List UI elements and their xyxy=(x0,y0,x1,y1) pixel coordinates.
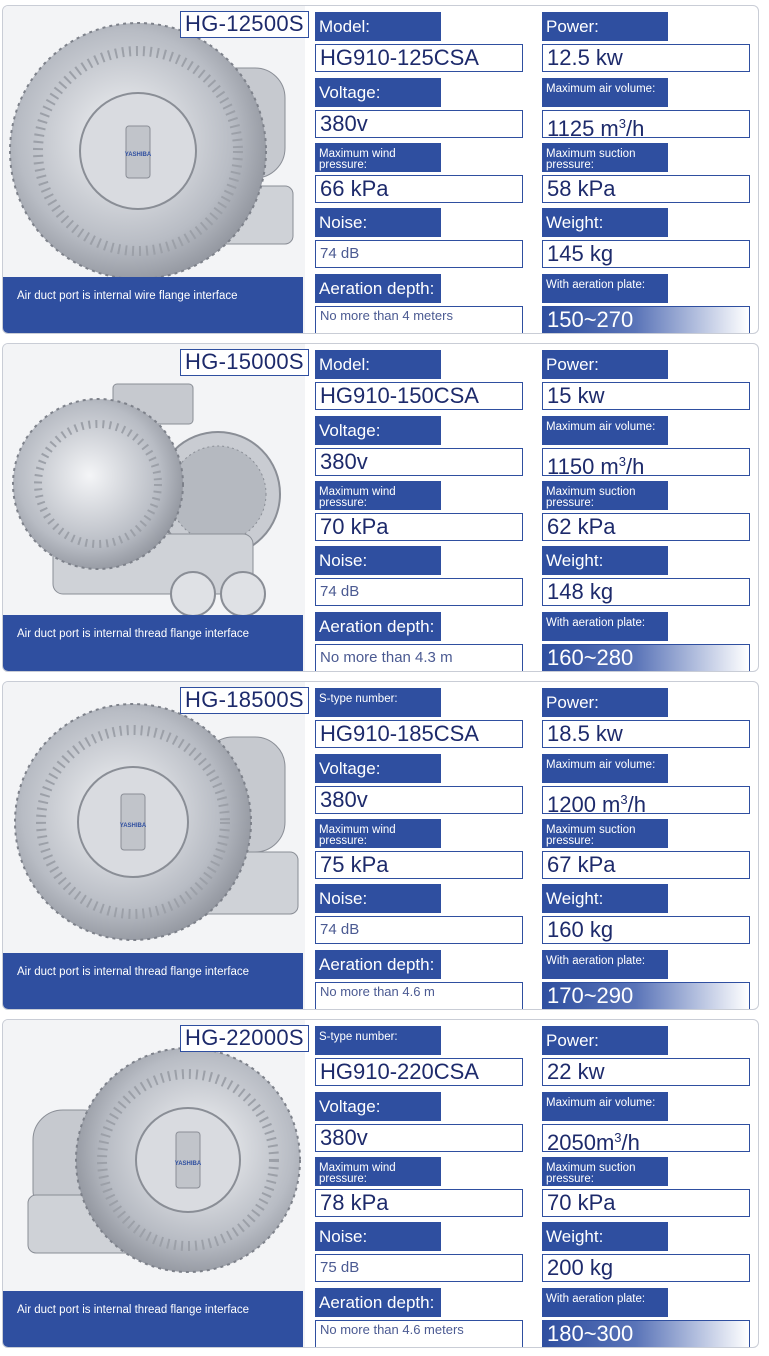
spec-suction xyxy=(542,143,750,203)
spec-suction xyxy=(542,1157,750,1217)
spec-value: 75 kPa xyxy=(315,851,523,879)
spec-power xyxy=(542,688,750,748)
spec-voltage xyxy=(315,754,523,814)
spec-label: Aeration depth: xyxy=(315,274,441,303)
spec-value: HG910-185CSA xyxy=(315,720,523,748)
spec-value: 150~270 xyxy=(542,306,750,334)
spec-value: $2050m^3/h$ xyxy=(542,1124,750,1152)
brand-badge: YASHIBA xyxy=(119,823,147,829)
blower-photo xyxy=(3,344,305,672)
spec-plate xyxy=(542,1288,750,1348)
spec-power xyxy=(542,1026,750,1086)
spec-weight xyxy=(542,884,750,944)
spec-value: 78 kPa xyxy=(315,1189,523,1217)
blower-photo xyxy=(3,1020,305,1348)
spec-value: 148 kg xyxy=(542,578,750,606)
spec-label: Noise: xyxy=(315,1222,441,1251)
spec-label: Maximum wind pressure: xyxy=(315,481,441,510)
spec-value: 62 kPa xyxy=(542,513,750,541)
spec-label: Power: xyxy=(542,688,668,717)
spec-depth xyxy=(315,950,523,1010)
product-card-hg-15000s xyxy=(2,343,759,672)
spec-label: Aeration depth: xyxy=(315,612,441,641)
spec-value: 145 kg xyxy=(542,240,750,268)
spec-label: Voltage: xyxy=(315,78,441,107)
model-tag: HG-12500S xyxy=(180,11,309,38)
spec-value: 160 kg xyxy=(542,916,750,944)
spec-value: HG910-220CSA xyxy=(315,1058,523,1086)
ring-blower-image xyxy=(3,682,305,972)
spec-model xyxy=(315,350,523,410)
spec-label: Maximum wind pressure: xyxy=(315,143,441,172)
port-note: Air duct port is internal thread flange interface xyxy=(3,1291,303,1348)
spec-label: Noise: xyxy=(315,546,441,575)
spec-value: 160~280 xyxy=(542,644,750,672)
spec-value: 74 dB xyxy=(315,240,523,268)
spec-label: Weight: xyxy=(542,546,668,575)
ring-blower-image xyxy=(3,1020,305,1310)
spec-power xyxy=(542,350,750,410)
spec-plate xyxy=(542,612,750,672)
spec-label: Voltage: xyxy=(315,416,441,445)
spec-label: S-type number: xyxy=(315,688,441,717)
spec-plate xyxy=(542,950,750,1010)
spec-noise xyxy=(315,884,523,944)
product-card-hg-22000s xyxy=(2,1019,759,1348)
spec-label: Voltage: xyxy=(315,1092,441,1121)
spec-label: Power: xyxy=(542,350,668,379)
spec-wind-pressure xyxy=(315,1157,523,1217)
spec-air-volume xyxy=(542,1092,750,1152)
spec-label: Maximum suction pressure: xyxy=(542,481,668,510)
blower-photo xyxy=(3,6,305,334)
spec-label: S-type number: xyxy=(315,1026,441,1055)
spec-label: Maximum wind pressure: xyxy=(315,1157,441,1186)
spec-wind-pressure xyxy=(315,481,523,541)
spec-value: 380v xyxy=(315,786,523,814)
model-tag: HG-22000S xyxy=(180,1025,309,1052)
spec-model xyxy=(315,688,523,748)
spec-depth xyxy=(315,612,523,672)
spec-value: No more than 4.6 meters xyxy=(315,1320,523,1348)
spec-label: Maximum air volume: xyxy=(542,754,668,783)
spec-label: Weight: xyxy=(542,884,668,913)
spec-label: Voltage: xyxy=(315,754,441,783)
spec-depth xyxy=(315,1288,523,1348)
spec-label: Noise: xyxy=(315,208,441,237)
spec-voltage xyxy=(315,78,523,138)
spec-value: No more than 4 meters xyxy=(315,306,523,334)
spec-label: Weight: xyxy=(542,1222,668,1251)
ring-blower-image xyxy=(3,6,305,296)
spec-label: Aeration depth: xyxy=(315,950,441,979)
spec-value: 15 kw xyxy=(542,382,750,410)
spec-value: 12.5 kw xyxy=(542,44,750,72)
spec-value: 380v xyxy=(315,448,523,476)
model-tag: HG-18500S xyxy=(180,687,309,714)
spec-value: 75 dB xyxy=(315,1254,523,1282)
blower-photo xyxy=(3,682,305,1010)
spec-label: Aeration depth: xyxy=(315,1288,441,1317)
spec-wind-pressure xyxy=(315,143,523,203)
spec-value: 74 dB xyxy=(315,578,523,606)
spec-value: 170~290 xyxy=(542,982,750,1010)
spec-value: 74 dB xyxy=(315,916,523,944)
spec-weight xyxy=(542,208,750,268)
spec-label: Maximum suction pressure: xyxy=(542,819,668,848)
spec-value: 1200 $m^3/h$ xyxy=(542,786,750,814)
spec-label: Noise: xyxy=(315,884,441,913)
spec-wind-pressure xyxy=(315,819,523,879)
model-tag: HG-15000S xyxy=(180,349,309,376)
spec-label: Power: xyxy=(542,1026,668,1055)
spec-model xyxy=(315,1026,523,1086)
product-card-hg-18500s xyxy=(2,681,759,1010)
spec-label: Power: xyxy=(542,12,668,41)
spec-value: 70 kPa xyxy=(315,513,523,541)
spec-value: 380v xyxy=(315,110,523,138)
spec-label: With aeration plate: xyxy=(542,950,668,979)
brand-badge: YASHIBA xyxy=(124,152,152,158)
spec-air-volume xyxy=(542,754,750,814)
spec-air-volume xyxy=(542,416,750,476)
spec-value: 18.5 kw xyxy=(542,720,750,748)
spec-value: 380v xyxy=(315,1124,523,1152)
spec-value: No more than 4.6 m xyxy=(315,982,523,1010)
spec-voltage xyxy=(315,416,523,476)
spec-value: HG910-125CSA xyxy=(315,44,523,72)
port-note: Air duct port is internal wire flange interface xyxy=(3,277,303,334)
spec-suction xyxy=(542,819,750,879)
spec-noise xyxy=(315,546,523,606)
spec-label: With aeration plate: xyxy=(542,1288,668,1317)
spec-value: 180~300 xyxy=(542,1320,750,1348)
spec-value: 1150 $m^3/h$ xyxy=(542,448,750,476)
spec-label: Maximum suction pressure: xyxy=(542,1157,668,1186)
spec-model xyxy=(315,12,523,72)
spec-value: 200 kg xyxy=(542,1254,750,1282)
spec-label: Maximum air volume: xyxy=(542,1092,668,1121)
spec-label: Maximum air volume: xyxy=(542,416,668,445)
spec-value: 66 kPa xyxy=(315,175,523,203)
port-note: Air duct port is internal thread flange interface xyxy=(3,615,303,672)
spec-suction xyxy=(542,481,750,541)
spec-value: 22 kw xyxy=(542,1058,750,1086)
port-note: Air duct port is internal thread flange interface xyxy=(3,953,303,1010)
spec-weight xyxy=(542,1222,750,1282)
spec-value: 1125 $m^3/h$ xyxy=(542,110,750,138)
spec-label: With aeration plate: xyxy=(542,274,668,303)
product-card-hg-12500s xyxy=(2,5,759,334)
spec-value: 67 kPa xyxy=(542,851,750,879)
spec-label: Model: xyxy=(315,350,441,379)
spec-noise xyxy=(315,208,523,268)
spec-plate xyxy=(542,274,750,334)
spec-power xyxy=(542,12,750,72)
spec-weight xyxy=(542,546,750,606)
spec-value: 58 kPa xyxy=(542,175,750,203)
ring-blower-image xyxy=(3,344,305,634)
spec-value: HG910-150CSA xyxy=(315,382,523,410)
spec-value: No more than 4.3 m xyxy=(315,644,523,672)
spec-label: Maximum wind pressure: xyxy=(315,819,441,848)
spec-depth xyxy=(315,274,523,334)
spec-air-volume xyxy=(542,78,750,138)
spec-noise xyxy=(315,1222,523,1282)
spec-label: Model: xyxy=(315,12,441,41)
spec-value: 70 kPa xyxy=(542,1189,750,1217)
brand-badge: YASHIBA xyxy=(174,1161,202,1167)
spec-voltage xyxy=(315,1092,523,1152)
spec-label: With aeration plate: xyxy=(542,612,668,641)
spec-label: Weight: xyxy=(542,208,668,237)
spec-label: Maximum air volume: xyxy=(542,78,668,107)
spec-label: Maximum suction pressure: xyxy=(542,143,668,172)
